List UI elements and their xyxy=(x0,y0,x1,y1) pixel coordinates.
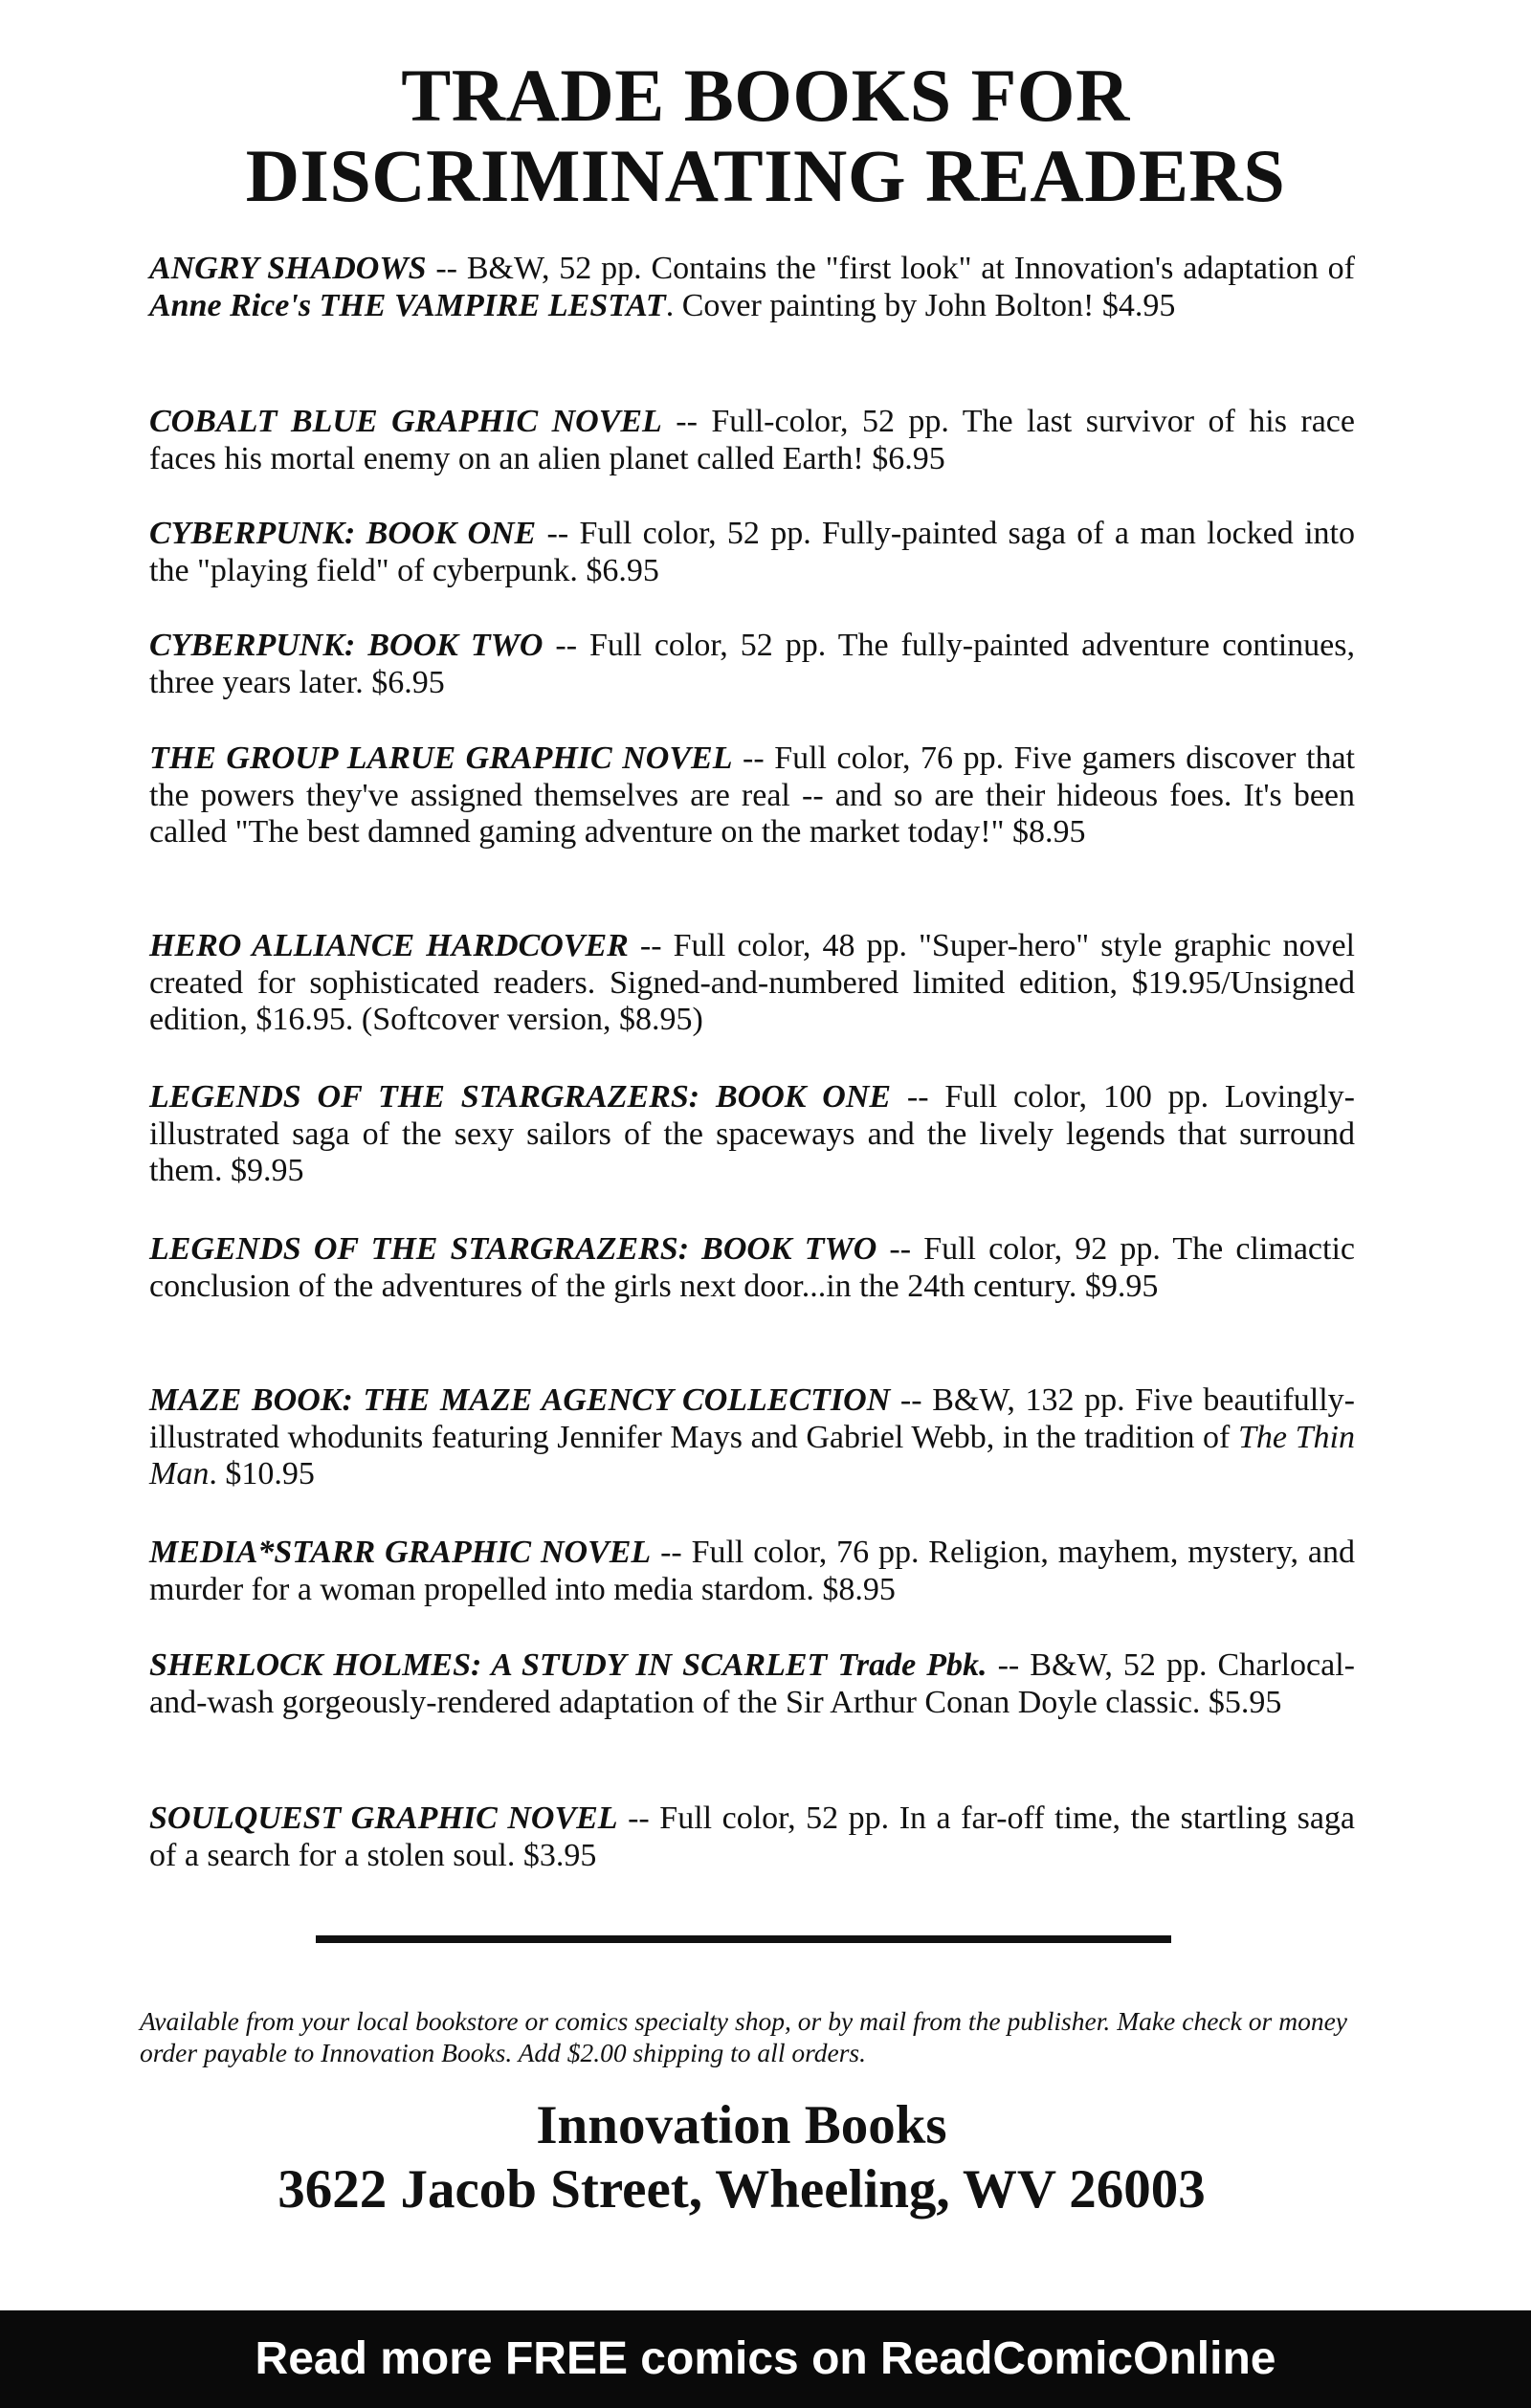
book-description: -- B&W, 132 pp. Five beautifully-illustrated whodunits featuring Jennifer Mays and Gabriel Webb, in the tradition of xyxy=(149,1382,1355,1455)
book-description: -- Full color, 52 pp. Fully-painted saga of a man locked into the "playing field" of cyberpunk. $6.95 xyxy=(149,516,1355,588)
book-description: -- Full color, 52 pp. In a far-off time, the startling saga of a search for a stolen soul. $3.95 xyxy=(149,1800,1356,1873)
book-description: -- Full color, 48 pp. "Super-hero" style graphic novel created for sophisticated readers. Signed-and-numbered limited edition, $19.95/Unsigned edition, $16.95. (Softcover version, $8.95) xyxy=(149,928,1356,1037)
book-title: ANGRY SHADOWS xyxy=(149,251,427,286)
book-entry-cobalt-blue xyxy=(149,404,1355,477)
book-title: CYBERPUNK: BOOK ONE xyxy=(149,516,537,551)
book-title: SOULQUEST GRAPHIC NOVEL xyxy=(149,1800,618,1836)
title-line-2: DISCRIMINATING READERS xyxy=(245,134,1286,217)
book-description: -- B&W, 52 pp. Contains the "first look" at Innovation's adaptation of xyxy=(426,251,1356,286)
book-description-end: . $10.95 xyxy=(209,1456,315,1491)
book-highlight: Anne Rice's THE VAMPIRE LESTAT xyxy=(149,287,666,323)
book-title: MAZE BOOK: THE MAZE AGENCY COLLECTION xyxy=(149,1382,891,1418)
book-description: -- Full color, 76 pp. Religion, mayhem, mystery, and murder for a woman propelled into media stardom. $8.95 xyxy=(149,1535,1355,1607)
book-description: -- Full-color, 52 pp. The last survivor of his race faces his mortal enemy on an alien planet called Earth! $6.95 xyxy=(149,404,1355,476)
book-entry-cyberpunk-two xyxy=(149,628,1355,701)
ordering-notice: Available from your local bookstore or comics specialty shop, or by mail from the publisher. Make check or money order payable to Innovation Books. Add $2.00 shipping to all orders. xyxy=(140,2006,1347,2067)
book-entry-media-starr xyxy=(149,1535,1355,1608)
book-description-end: . Cover painting by John Bolton! $4.95 xyxy=(665,287,1176,323)
book-title: CYBERPUNK: BOOK TWO xyxy=(149,628,544,663)
book-entry-group-larue xyxy=(149,740,1355,851)
title-line-1: TRADE BOOKS FOR xyxy=(401,54,1130,137)
book-description: -- Full color, 52 pp. The fully-painted adventure continues, three years later. $6.95 xyxy=(149,628,1355,700)
book-description: -- Full color, 92 pp. The climactic conclusion of the adventures of the girls next door...in the 24th century. $9.95 xyxy=(149,1231,1355,1304)
book-entry-sherlock-holmes xyxy=(149,1647,1355,1721)
book-entry-maze-book xyxy=(149,1382,1355,1493)
book-format: Trade Pbk. xyxy=(827,1647,987,1683)
book-title: HERO ALLIANCE HARDCOVER xyxy=(149,928,629,963)
divider-rule xyxy=(316,1935,1171,1943)
book-title: COBALT BLUE GRAPHIC NOVEL xyxy=(149,404,662,439)
book-entry-stargrazers-one xyxy=(149,1079,1355,1190)
book-entry-cyberpunk-one xyxy=(149,516,1355,589)
book-description: -- Full color, 100 pp. Lovingly-illustrated saga of the sexy sailors of the spaceways and the lively legends that surround them. $9.95 xyxy=(149,1079,1356,1188)
book-title: LEGENDS OF THE STARGRAZERS: BOOK TWO xyxy=(149,1231,877,1267)
book-entry-angry-shadows xyxy=(149,251,1355,324)
book-description: -- B&W, 52 pp. Charlocal-and-wash gorgeously-rendered adaptation of the Sir Arthur Conan Doyle classic. $5.95 xyxy=(149,1647,1355,1720)
book-title: LEGENDS OF THE STARGRAZERS: BOOK ONE xyxy=(149,1079,892,1115)
book-title: THE GROUP LARUE GRAPHIC NOVEL xyxy=(149,740,733,776)
publisher-address-block xyxy=(0,2093,1483,2221)
book-highlight: The Thin Man xyxy=(149,1419,1355,1491)
book-entry-soulquest xyxy=(149,1800,1355,1874)
book-title: MEDIA*STARR GRAPHIC NOVEL xyxy=(149,1535,652,1570)
book-description: -- Full color, 76 pp. Five gamers discover that the powers they've assigned themselves are real -- and so are their hideous foes. It's been called "The best damned gaming adventure on the market today!" $8.95 xyxy=(149,740,1355,850)
book-title: SHERLOCK HOLMES: A STUDY IN SCARLET xyxy=(149,1647,828,1683)
publisher-name: Innovation Books xyxy=(536,2095,947,2155)
book-entry-stargrazers-two xyxy=(149,1231,1355,1305)
book-entry-hero-alliance xyxy=(149,928,1355,1039)
page-title xyxy=(0,55,1531,216)
read-more-banner-link[interactable]: Read more FREE comics on ReadComicOnline xyxy=(0,2310,1531,2408)
publisher-address: 3622 Jacob Street, Wheeling, WV 26003 xyxy=(277,2159,1206,2220)
